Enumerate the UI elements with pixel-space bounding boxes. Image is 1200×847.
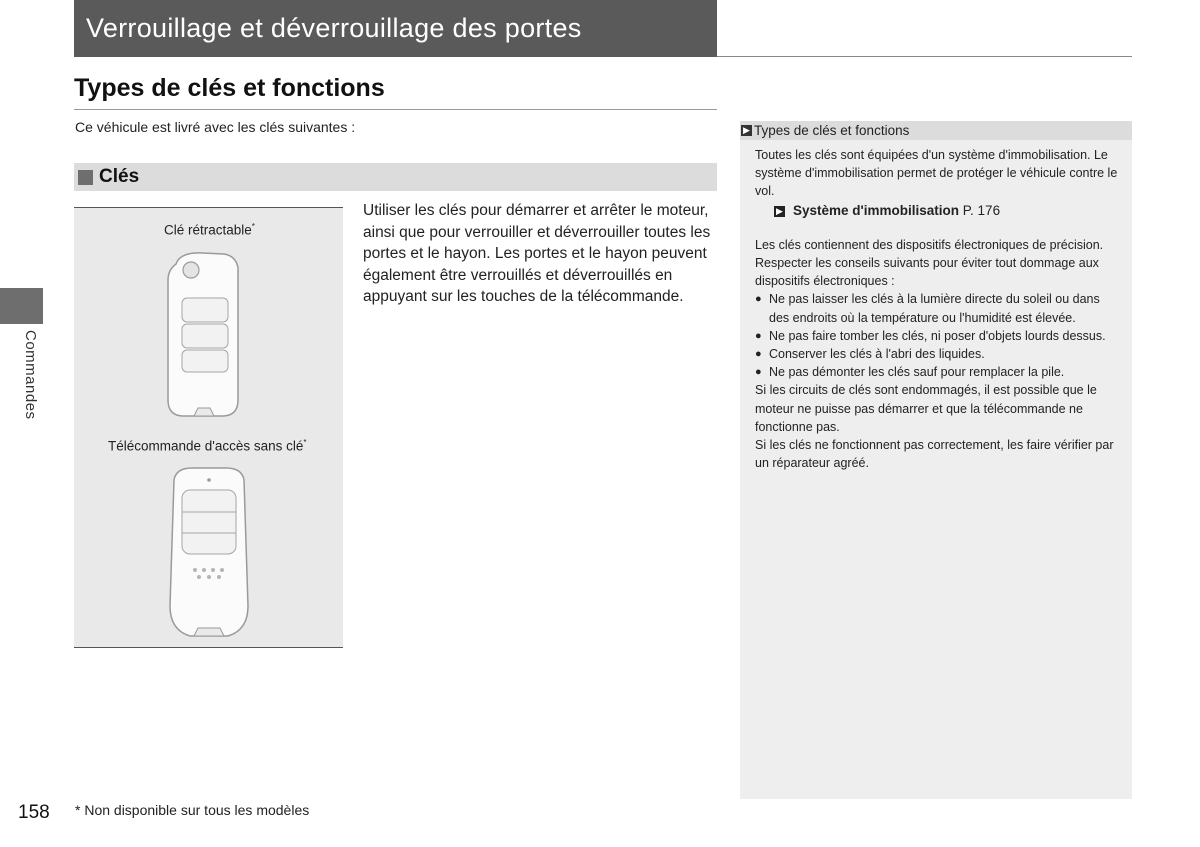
footnote: * Non disponible sur tous les modèles — [75, 802, 310, 818]
cross-reference-link[interactable] — [774, 202, 1120, 220]
bullet-text: Ne pas faire tomber les clés, ni poser d'objets lourds dessus. — [769, 328, 1106, 343]
key1-caption — [164, 222, 255, 238]
key2-asterisk: * — [303, 438, 307, 447]
section-title: Types de clés et fonctions — [74, 74, 385, 102]
note-paragraph: Si les clés ne fonctionnent pas correctement, les faire vérifier par un réparateur agréé. — [755, 438, 1114, 471]
note-body — [755, 146, 1120, 472]
keys-description: Utiliser les clés pour démarrer et arrêter le moteur, ainsi que pour verrouiller et déverrouiller toutes les portes et le hayon. Les portes et le hayon peuvent également être verrouillés et déverrouillés en appuyant sur les touches de la télécommande. — [363, 202, 711, 305]
note-paragraph: Respecter les conseils suivants pour éviter tout dommage aux dispositifs électroniques : — [755, 256, 1099, 289]
bullet-item — [755, 290, 1120, 326]
retractable-key-image — [162, 250, 252, 422]
chapter-tab — [0, 288, 43, 324]
cross-reference-title: Système d'immobilisation — [793, 202, 960, 218]
bullet-text: Ne pas démonter les clés sauf pour remplacer la pile. — [769, 365, 1065, 380]
note-header-title: Types de clés et fonctions — [754, 123, 910, 138]
subsection-header — [74, 163, 717, 191]
bullet-text: Ne pas laisser les clés à la lumière directe du soleil ou dans des endroits où la température ou l'humidité est élevée. — [769, 292, 1100, 325]
chapter-divider — [717, 56, 1132, 57]
key2-caption — [108, 438, 307, 454]
bullet-dot-icon: ● — [755, 366, 762, 379]
note-paragraph: Si les circuits de clés sont endommagés, il est possible que le moteur ne puisse pas démarrer et que la télécommande ne fonctionne pas. — [755, 383, 1097, 434]
note-paragraph: Les clés contiennent des dispositifs électroniques de précision. — [755, 237, 1104, 252]
note-arrow-icon: ▶ — [741, 125, 752, 136]
keys-figure — [74, 207, 343, 648]
key1-asterisk: * — [251, 222, 255, 231]
bullet-item — [755, 363, 1120, 381]
keyless-remote-image — [162, 466, 257, 641]
key2-label: Télécommande d'accès sans clé — [108, 438, 304, 454]
bullet-item — [755, 327, 1120, 345]
section-divider — [74, 109, 717, 110]
note-header — [740, 121, 1132, 140]
bullet-text: Conserver les clés à l'abri des liquides. — [769, 347, 985, 362]
intro-text: Ce véhicule est livré avec les clés suivantes : — [75, 119, 356, 135]
key1-label: Clé rétractable — [164, 222, 252, 238]
page-number: 158 — [18, 802, 50, 823]
bullet-dot-icon: ● — [755, 293, 762, 306]
bullet-dot-icon: ● — [755, 348, 762, 361]
cross-reference-arrow-icon: ▶ — [774, 206, 785, 217]
chapter-tab-label: Commandes — [22, 330, 39, 420]
chapter-title: Verrouillage et déverrouillage des portes — [74, 0, 717, 57]
square-bullet-icon — [78, 170, 93, 185]
subsection-title: Clés — [99, 166, 140, 187]
bullet-dot-icon: ● — [755, 329, 762, 342]
bullet-item — [755, 345, 1120, 363]
cross-reference-page: P. 176 — [962, 202, 1001, 218]
note-panel — [740, 121, 1132, 799]
note-paragraph: Toutes les clés sont équipées d'un système d'immobilisation. Le système d'immobilisation permet de protéger le véhicule contre le vol. — [755, 148, 1118, 199]
